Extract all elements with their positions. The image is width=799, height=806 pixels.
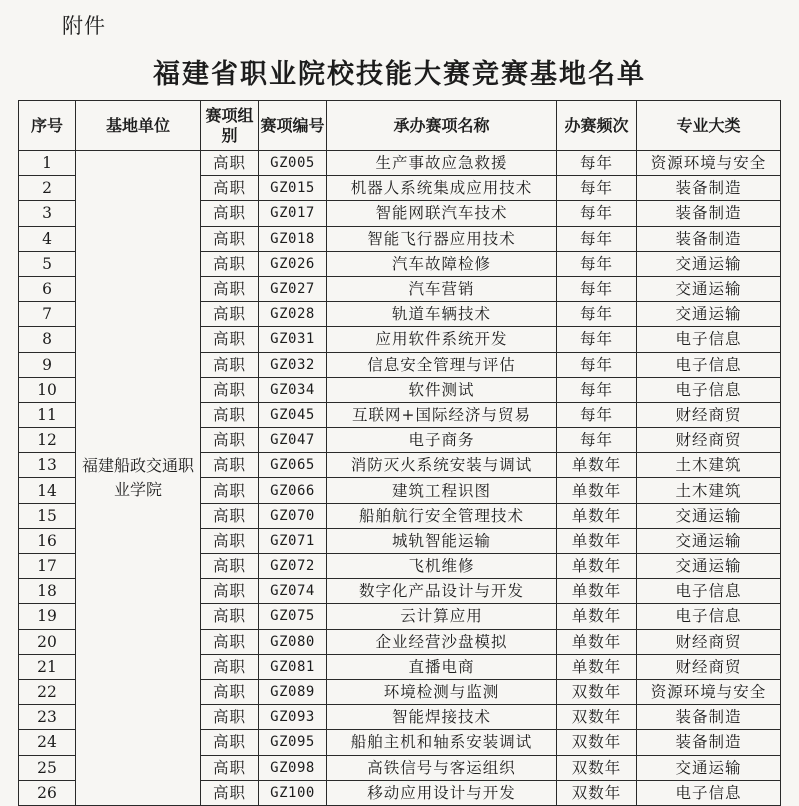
cell-name: 智能焊接技术 [327,705,557,730]
cell-name: 船舶主机和轴系安装调试 [327,730,557,755]
cell-category: 财经商贸 [637,629,781,654]
cell-code: GZ031 [259,327,327,352]
cell-name: 城轨智能运输 [327,528,557,553]
document-title: 福建省职业院校技能大赛竞赛基地名单 [153,59,646,90]
cell-code: GZ018 [259,226,327,251]
cell-name: 高铁信号与客运组织 [327,755,557,780]
cell-freq: 双数年 [557,730,637,755]
cell-seq: 19 [19,604,76,629]
cell-group: 高职 [201,629,259,654]
cell-group: 高职 [201,478,259,503]
cell-name: 智能飞行器应用技术 [327,226,557,251]
cell-seq: 4 [19,226,76,251]
cell-freq: 单数年 [557,604,637,629]
cell-freq: 每年 [557,402,637,427]
cell-code: GZ015 [259,176,327,201]
cell-group: 高职 [201,755,259,780]
table-body [19,151,781,806]
cell-seq: 12 [19,428,76,453]
cell-freq: 每年 [557,327,637,352]
cell-group: 高职 [201,302,259,327]
cell-group: 高职 [201,402,259,427]
cell-category: 资源环境与安全 [637,151,781,176]
cell-freq: 每年 [557,201,637,226]
cell-freq: 双数年 [557,755,637,780]
cell-group: 高职 [201,579,259,604]
cell-seq: 11 [19,402,76,427]
cell-group: 高职 [201,327,259,352]
cell-code: GZ028 [259,302,327,327]
cell-seq: 26 [19,780,76,805]
cell-seq: 22 [19,679,76,704]
attachment-label: 附件 [62,14,106,38]
cell-seq: 23 [19,705,76,730]
cell-code: GZ017 [259,201,327,226]
cell-code: GZ027 [259,276,327,301]
cell-freq: 单数年 [557,528,637,553]
cell-freq: 每年 [557,377,637,402]
cell-name: 船舶航行安全管理技术 [327,503,557,528]
table-header-row [19,101,781,151]
cell-code: GZ066 [259,478,327,503]
cell-name: 智能网联汽车技术 [327,201,557,226]
cell-category: 装备制造 [637,730,781,755]
cell-name: 电子商务 [327,428,557,453]
cell-freq: 单数年 [557,503,637,528]
cell-category: 财经商贸 [637,402,781,427]
cell-freq: 每年 [557,176,637,201]
header-group: 赛项组别 [201,101,259,151]
cell-seq: 8 [19,327,76,352]
cell-code: GZ071 [259,528,327,553]
cell-code: GZ080 [259,629,327,654]
cell-seq: 25 [19,755,76,780]
cell-category: 交通运输 [637,302,781,327]
cell-group: 高职 [201,705,259,730]
cell-group: 高职 [201,604,259,629]
cell-group: 高职 [201,251,259,276]
cell-group: 高职 [201,453,259,478]
cell-freq: 双数年 [557,780,637,805]
cell-name: 企业经营沙盘模拟 [327,629,557,654]
cell-group: 高职 [201,226,259,251]
cell-group: 高职 [201,679,259,704]
cell-seq: 13 [19,453,76,478]
cell-seq: 18 [19,579,76,604]
cell-seq: 16 [19,528,76,553]
cell-freq: 每年 [557,428,637,453]
cell-seq: 6 [19,276,76,301]
cell-code: GZ098 [259,755,327,780]
cell-freq: 每年 [557,251,637,276]
cell-group: 高职 [201,780,259,805]
cell-name: 轨道车辆技术 [327,302,557,327]
cell-code: GZ089 [259,679,327,704]
cell-group: 高职 [201,554,259,579]
cell-seq: 2 [19,176,76,201]
cell-category: 资源环境与安全 [637,679,781,704]
cell-name: 飞机维修 [327,554,557,579]
cell-category: 装备制造 [637,201,781,226]
cell-freq: 单数年 [557,453,637,478]
cell-seq: 14 [19,478,76,503]
cell-category: 装备制造 [637,226,781,251]
cell-category: 电子信息 [637,604,781,629]
cell-category: 装备制造 [637,176,781,201]
cell-name: 消防灭火系统安装与调试 [327,453,557,478]
header-freq: 办赛频次 [557,101,637,151]
cell-name: 建筑工程识图 [327,478,557,503]
cell-seq: 15 [19,503,76,528]
cell-category: 交通运输 [637,276,781,301]
cell-name: 信息安全管理与评估 [327,352,557,377]
cell-group: 高职 [201,654,259,679]
cell-name: 应用软件系统开发 [327,327,557,352]
cell-code: GZ047 [259,428,327,453]
cell-seq: 24 [19,730,76,755]
cell-name: 直播电商 [327,654,557,679]
cell-seq: 5 [19,251,76,276]
cell-category: 财经商贸 [637,654,781,679]
cell-group: 高职 [201,151,259,176]
cell-freq: 每年 [557,226,637,251]
cell-freq: 每年 [557,151,637,176]
cell-category: 电子信息 [637,780,781,805]
cell-category: 土木建筑 [637,453,781,478]
cell-category: 交通运输 [637,554,781,579]
cell-name: 环境检测与监测 [327,679,557,704]
cell-group: 高职 [201,276,259,301]
cell-name: 汽车故障检修 [327,251,557,276]
header-category: 专业大类 [637,101,781,151]
cell-name: 生产事故应急救援 [327,151,557,176]
cell-group: 高职 [201,428,259,453]
cell-code: GZ034 [259,377,327,402]
cell-name: 数字化产品设计与开发 [327,579,557,604]
cell-freq: 单数年 [557,579,637,604]
cell-category: 交通运输 [637,755,781,780]
cell-name: 云计算应用 [327,604,557,629]
cell-code: GZ065 [259,453,327,478]
cell-group: 高职 [201,377,259,402]
cell-code: GZ045 [259,402,327,427]
cell-group: 高职 [201,503,259,528]
cell-name: 机器人系统集成应用技术 [327,176,557,201]
cell-freq: 单数年 [557,554,637,579]
cell-seq: 17 [19,554,76,579]
cell-category: 交通运输 [637,503,781,528]
cell-group: 高职 [201,730,259,755]
cell-seq: 21 [19,654,76,679]
cell-seq: 20 [19,629,76,654]
cell-code: GZ081 [259,654,327,679]
cell-code: GZ100 [259,780,327,805]
cell-category: 电子信息 [637,352,781,377]
cell-code: GZ093 [259,705,327,730]
cell-seq: 9 [19,352,76,377]
competition-base-table [18,100,781,806]
cell-code: GZ026 [259,251,327,276]
cell-category: 装备制造 [637,705,781,730]
cell-category: 电子信息 [637,579,781,604]
cell-name: 互联网+国际经济与贸易 [327,402,557,427]
cell-code: GZ095 [259,730,327,755]
header-seq: 序号 [19,101,76,151]
cell-seq: 3 [19,201,76,226]
cell-freq: 每年 [557,302,637,327]
cell-category: 土木建筑 [637,478,781,503]
cell-category: 交通运输 [637,251,781,276]
table-row [19,151,781,176]
header-unit: 基地单位 [76,101,201,151]
cell-base-unit: 福建船政交通职业学院 [76,151,201,806]
cell-name: 汽车营销 [327,276,557,301]
cell-freq: 单数年 [557,629,637,654]
cell-group: 高职 [201,352,259,377]
cell-freq: 每年 [557,276,637,301]
cell-category: 电子信息 [637,377,781,402]
cell-name: 移动应用设计与开发 [327,780,557,805]
cell-code: GZ075 [259,604,327,629]
cell-seq: 7 [19,302,76,327]
cell-group: 高职 [201,201,259,226]
cell-code: GZ072 [259,554,327,579]
cell-freq: 单数年 [557,654,637,679]
header-name: 承办赛项名称 [327,101,557,151]
cell-seq: 1 [19,151,76,176]
cell-group: 高职 [201,528,259,553]
cell-freq: 每年 [557,352,637,377]
cell-category: 电子信息 [637,327,781,352]
cell-group: 高职 [201,176,259,201]
cell-seq: 10 [19,377,76,402]
cell-code: GZ070 [259,503,327,528]
cell-name: 软件测试 [327,377,557,402]
cell-freq: 双数年 [557,679,637,704]
cell-category: 财经商贸 [637,428,781,453]
cell-code: GZ005 [259,151,327,176]
header-code: 赛项编号 [259,101,327,151]
cell-freq: 双数年 [557,705,637,730]
cell-freq: 单数年 [557,478,637,503]
cell-code: GZ032 [259,352,327,377]
cell-code: GZ074 [259,579,327,604]
cell-category: 交通运输 [637,528,781,553]
